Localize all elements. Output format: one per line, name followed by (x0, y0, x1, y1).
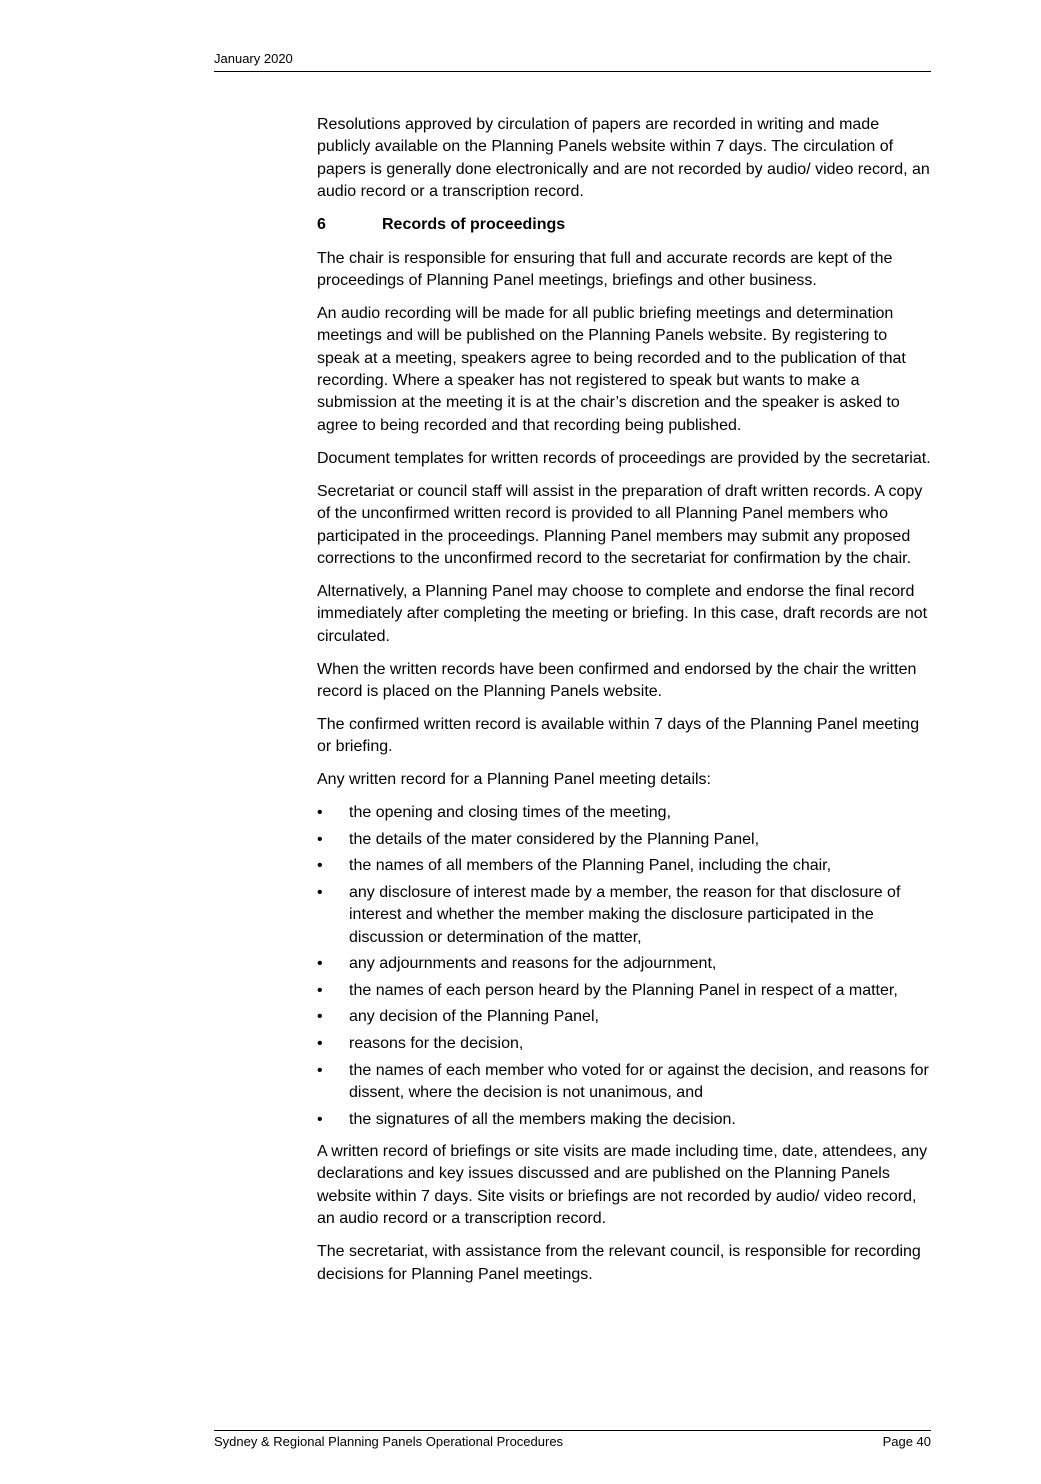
header-date: January 2020 (214, 51, 293, 66)
list-item: • any decision of the Planning Panel, (317, 1006, 931, 1028)
list-item: • the opening and closing times of the meeting, (317, 802, 931, 824)
section-number: 6 (317, 216, 326, 234)
section-title: Records of proceedings (382, 216, 566, 234)
paragraph: The secretariat, with assistance from the relevant council, is responsible for recording decisions for Planning Panel meetings. (317, 1243, 921, 1283)
list-item: • reasons for the decision, (317, 1033, 931, 1055)
footer-title: Sydney & Regional Planning Panels Operational Procedures (214, 1434, 564, 1449)
paragraph: When the written records have been confirmed and endorsed by the chair the written record is placed on the Planning Panels website. (317, 660, 917, 700)
page-footer (214, 1430, 931, 1451)
paragraph: Alternatively, a Planning Panel may choose to complete and endorse the final record immediately after completing the meeting or briefing. In this case, draft records are not circulated. (317, 582, 928, 645)
intro-paragraph: Resolutions approved by circulation of papers are recorded in writing and made publicly available on the Planning Panels website within 7 days. The circulation of papers is generally done electronically and are not recorded by audio/ video record, an audio record or a transcription record. (317, 116, 930, 201)
page-number: Page 40 (882, 1434, 931, 1449)
list-item: • the signatures of all the members making the decision. (317, 1109, 931, 1131)
list-item: • the details of the mater considered by the Planning Panel, (317, 829, 931, 851)
paragraph: Document templates for written records of proceedings are provided by the secretariat. (317, 449, 931, 467)
list-item: • any disclosure of interest made by a member, the reason for that disclosure of interest and whether the member making the disclosure participated in the discussion or determination of the matter, (317, 882, 931, 949)
page-header (214, 50, 931, 72)
list-item: • the names of all members of the Planning Panel, including the chair, (317, 855, 931, 877)
paragraph: The confirmed written record is available within 7 days of the Planning Panel meeting or briefing. (317, 715, 920, 756)
paragraph: An audio recording will be made for all public briefing meetings and determination meetings and will be published on the Planning Panels website. By registering to speak at a meeting, speakers agree to being recorded and to the publication of that recording. Where a speaker has not registered to speak but wants to make a submission at the meeting it is at the chair’s discretion and the speaker is asked to agree to being recorded and that recording being published. (317, 304, 906, 434)
list-item: • the names of each member who voted for or against the decision, and reasons for dissent, where the decision is not unanimous, and (317, 1060, 931, 1105)
list-item: • any adjournments and reasons for the adjournment, (317, 953, 931, 975)
paragraph: The chair is responsible for ensuring that full and accurate records are kept of the proceedings of Planning Panel meetings, briefings and other business. (317, 249, 893, 289)
page-body (317, 114, 931, 1296)
bullet-list (317, 802, 931, 1131)
paragraph: Secretariat or council staff will assist in the preparation of draft written records. A copy of the unconfirmed written record is provided to all Planning Panel members who participated in the proceedings. Planning Panel members may submit any proposed corrections to the unconfirmed record to the secretariat for confirmation by the chair. (317, 482, 923, 567)
section-heading (317, 214, 931, 236)
list-item: • the names of each person heard by the Planning Panel in respect of a matter, (317, 980, 931, 1002)
paragraph: Any written record for a Planning Panel meeting details: (317, 771, 711, 789)
paragraph: A written record of briefings or site visits are made including time, date, attendees, any declarations and key issues discussed and are published on the Planning Panels website within 7 days. Site visits or briefings are not recorded by audio/ video record, an audio record or a transcription record. (317, 1143, 928, 1228)
